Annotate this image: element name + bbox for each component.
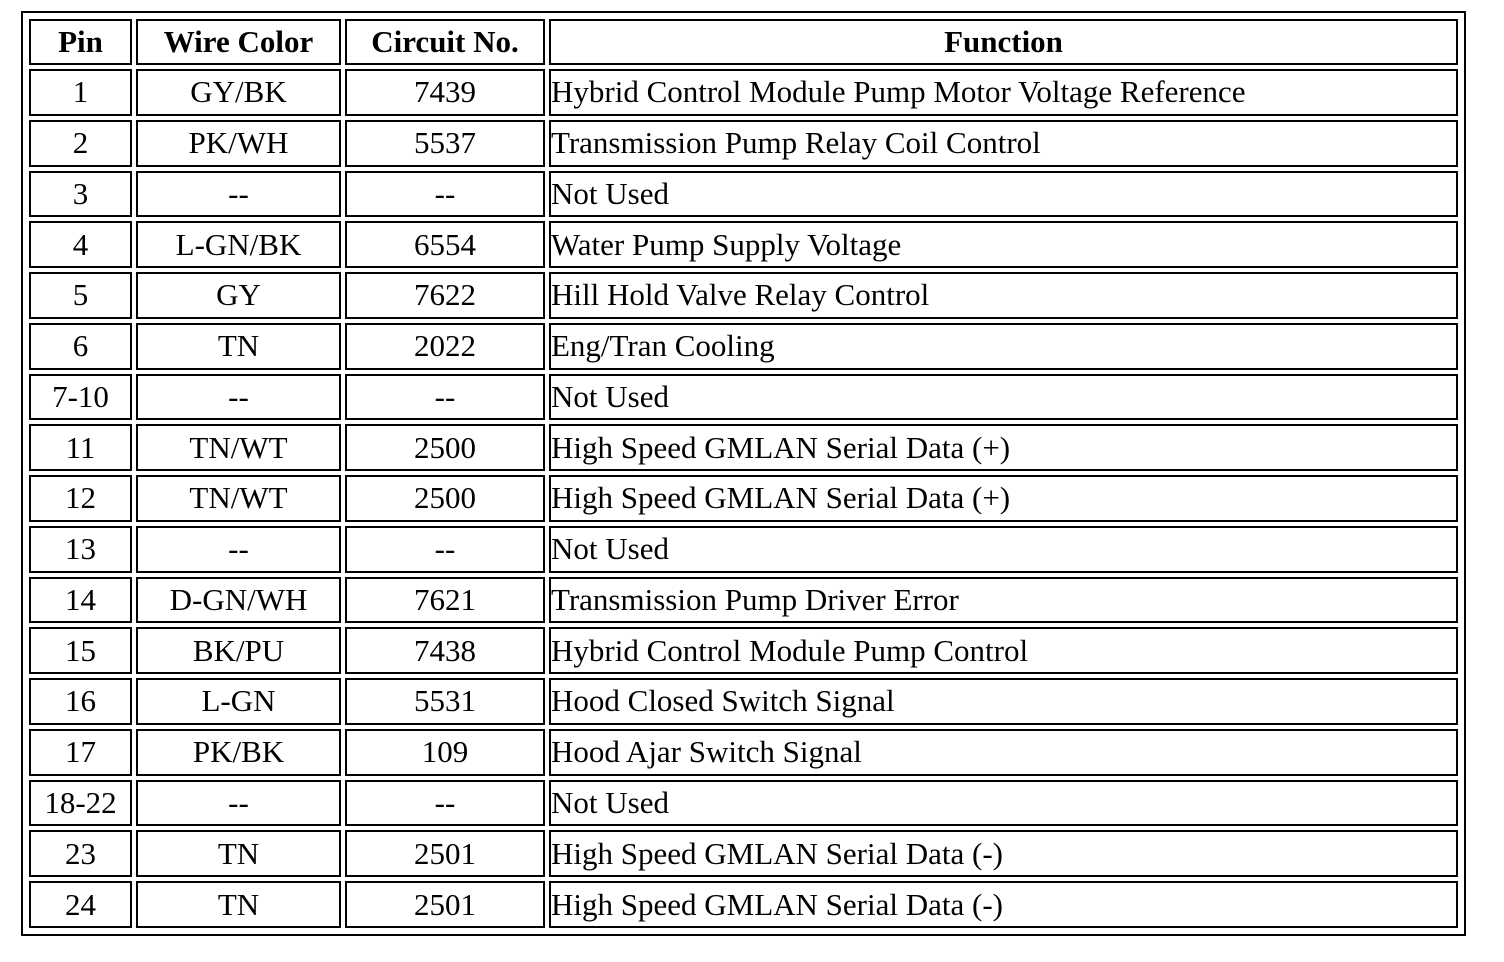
cell-circuit-no: 2022 bbox=[345, 323, 545, 370]
cell-wire-color: BK/PU bbox=[136, 627, 341, 674]
cell-function: High Speed GMLAN Serial Data (-) bbox=[549, 881, 1458, 928]
cell-function: Hood Ajar Switch Signal bbox=[549, 729, 1458, 776]
cell-function: Water Pump Supply Voltage bbox=[549, 221, 1458, 268]
cell-wire-color: PK/WH bbox=[136, 120, 341, 167]
header-circuit-no: Circuit No. bbox=[345, 19, 545, 65]
cell-pin: 4 bbox=[29, 221, 132, 268]
cell-circuit-no: 5531 bbox=[345, 678, 545, 725]
table-row bbox=[29, 475, 1458, 522]
cell-pin: 14 bbox=[29, 577, 132, 624]
cell-pin: 7-10 bbox=[29, 374, 132, 421]
cell-function: High Speed GMLAN Serial Data (-) bbox=[549, 830, 1458, 877]
table-row bbox=[29, 374, 1458, 421]
cell-pin: 15 bbox=[29, 627, 132, 674]
cell-circuit-no: 2500 bbox=[345, 475, 545, 522]
table-row bbox=[29, 526, 1458, 573]
cell-circuit-no: 2500 bbox=[345, 424, 545, 471]
cell-circuit-no: 7622 bbox=[345, 272, 545, 319]
cell-function: High Speed GMLAN Serial Data (+) bbox=[549, 424, 1458, 471]
connector-pinout-table-frame bbox=[21, 11, 1466, 936]
cell-circuit-no: 109 bbox=[345, 729, 545, 776]
cell-pin: 2 bbox=[29, 120, 132, 167]
cell-circuit-no: -- bbox=[345, 374, 545, 421]
table-row bbox=[29, 577, 1458, 624]
cell-function: Transmission Pump Relay Coil Control bbox=[549, 120, 1458, 167]
cell-circuit-no: -- bbox=[345, 171, 545, 218]
cell-circuit-no: 7438 bbox=[345, 627, 545, 674]
cell-pin: 17 bbox=[29, 729, 132, 776]
cell-function: Hood Closed Switch Signal bbox=[549, 678, 1458, 725]
cell-function: Hill Hold Valve Relay Control bbox=[549, 272, 1458, 319]
table-row bbox=[29, 323, 1458, 370]
cell-wire-color: -- bbox=[136, 526, 341, 573]
cell-circuit-no: 5537 bbox=[345, 120, 545, 167]
table-row bbox=[29, 424, 1458, 471]
table-row bbox=[29, 627, 1458, 674]
cell-circuit-no: 7439 bbox=[345, 69, 545, 116]
cell-wire-color: GY/BK bbox=[136, 69, 341, 116]
table-row bbox=[29, 120, 1458, 167]
table-body bbox=[29, 69, 1458, 928]
cell-circuit-no: -- bbox=[345, 526, 545, 573]
cell-wire-color: L-GN bbox=[136, 678, 341, 725]
cell-wire-color: -- bbox=[136, 171, 341, 218]
cell-pin: 12 bbox=[29, 475, 132, 522]
header-pin: Pin bbox=[29, 19, 132, 65]
cell-wire-color: L-GN/BK bbox=[136, 221, 341, 268]
cell-pin: 3 bbox=[29, 171, 132, 218]
table-row bbox=[29, 221, 1458, 268]
cell-pin: 5 bbox=[29, 272, 132, 319]
cell-circuit-no: 6554 bbox=[345, 221, 545, 268]
cell-wire-color: TN bbox=[136, 323, 341, 370]
cell-circuit-no: 2501 bbox=[345, 881, 545, 928]
cell-function: Hybrid Control Module Pump Motor Voltage Reference bbox=[549, 69, 1458, 116]
cell-circuit-no: 7621 bbox=[345, 577, 545, 624]
table-row bbox=[29, 171, 1458, 218]
cell-pin: 11 bbox=[29, 424, 132, 471]
header-row bbox=[29, 19, 1458, 65]
cell-wire-color: PK/BK bbox=[136, 729, 341, 776]
cell-pin: 18-22 bbox=[29, 780, 132, 827]
cell-function: Transmission Pump Driver Error bbox=[549, 577, 1458, 624]
cell-pin: 24 bbox=[29, 881, 132, 928]
cell-function: Hybrid Control Module Pump Control bbox=[549, 627, 1458, 674]
cell-wire-color: D-GN/WH bbox=[136, 577, 341, 624]
table-row bbox=[29, 272, 1458, 319]
cell-function: Eng/Tran Cooling bbox=[549, 323, 1458, 370]
cell-pin: 23 bbox=[29, 830, 132, 877]
cell-function: Not Used bbox=[549, 374, 1458, 421]
cell-function: Not Used bbox=[549, 526, 1458, 573]
table-row bbox=[29, 780, 1458, 827]
table-row bbox=[29, 678, 1458, 725]
cell-pin: 13 bbox=[29, 526, 132, 573]
cell-wire-color: TN bbox=[136, 881, 341, 928]
header-function: Function bbox=[549, 19, 1458, 65]
header-wire-color: Wire Color bbox=[136, 19, 341, 65]
cell-pin: 1 bbox=[29, 69, 132, 116]
cell-function: Not Used bbox=[549, 171, 1458, 218]
table-row bbox=[29, 830, 1458, 877]
cell-pin: 16 bbox=[29, 678, 132, 725]
cell-wire-color: -- bbox=[136, 780, 341, 827]
cell-function: High Speed GMLAN Serial Data (+) bbox=[549, 475, 1458, 522]
connector-pinout-table bbox=[25, 15, 1462, 932]
cell-circuit-no: 2501 bbox=[345, 830, 545, 877]
table-row bbox=[29, 69, 1458, 116]
cell-wire-color: TN/WT bbox=[136, 424, 341, 471]
table-row bbox=[29, 729, 1458, 776]
table-row bbox=[29, 881, 1458, 928]
cell-wire-color: GY bbox=[136, 272, 341, 319]
cell-function: Not Used bbox=[549, 780, 1458, 827]
cell-wire-color: TN/WT bbox=[136, 475, 341, 522]
cell-pin: 6 bbox=[29, 323, 132, 370]
cell-wire-color: -- bbox=[136, 374, 341, 421]
cell-wire-color: TN bbox=[136, 830, 341, 877]
cell-circuit-no: -- bbox=[345, 780, 545, 827]
